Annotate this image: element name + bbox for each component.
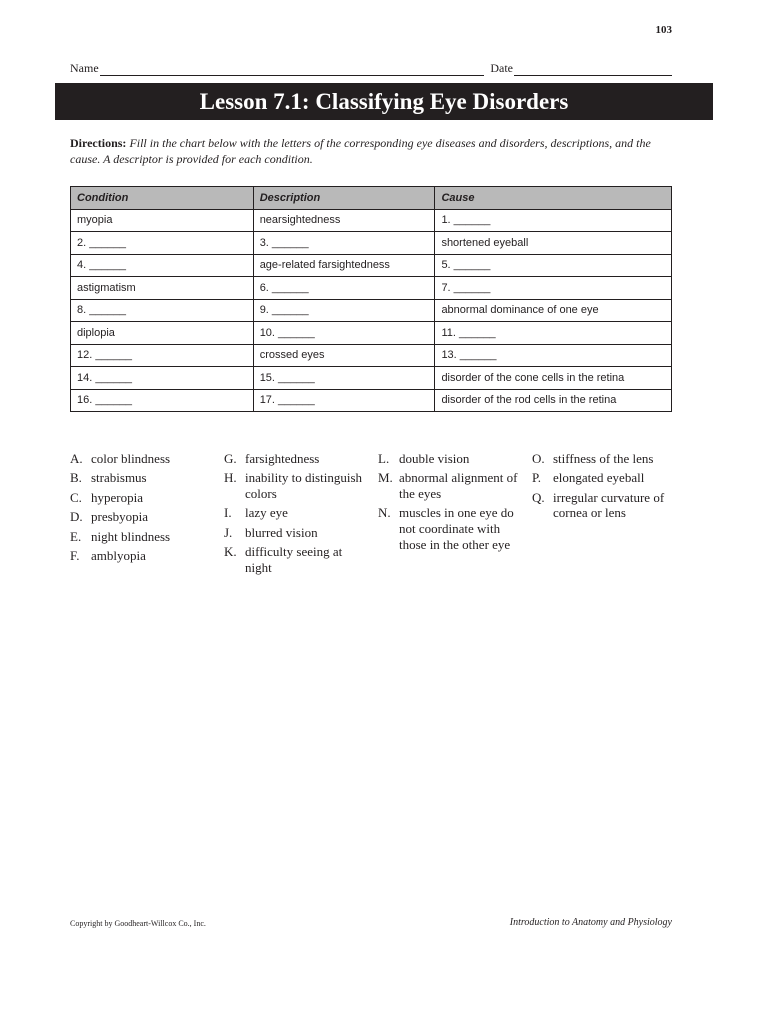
option-letter: O. xyxy=(532,451,545,466)
list-item xyxy=(224,505,369,521)
option-letter: G. xyxy=(224,451,237,466)
directions xyxy=(70,135,674,167)
list-item xyxy=(224,544,369,575)
option-text: irregular curvature of cornea or lens xyxy=(553,489,665,521)
table-row xyxy=(71,254,672,277)
option-letter: N. xyxy=(378,505,391,521)
list-item xyxy=(224,470,369,501)
date-blank-line xyxy=(514,62,672,76)
chart-header-row xyxy=(71,187,672,210)
page-number: 103 xyxy=(655,24,672,36)
cell-condition: diplopia xyxy=(71,322,254,345)
cell-cause: 11. ______ xyxy=(435,322,672,345)
cell-cause: 1. ______ xyxy=(435,209,672,232)
option-text: double vision xyxy=(399,451,470,466)
directions-label: Directions: xyxy=(70,136,127,150)
table-row xyxy=(71,209,672,232)
list-item xyxy=(532,451,677,467)
option-letter: H. xyxy=(224,470,237,486)
list-item xyxy=(378,451,528,467)
cell-cause: 13. ______ xyxy=(435,344,672,367)
cell-condition: 8. ______ xyxy=(71,299,254,322)
cell-cause: abnormal dominance of one eye xyxy=(435,299,672,322)
list-item xyxy=(532,490,677,521)
options-column xyxy=(378,451,528,556)
cell-cause: disorder of the cone cells in the retina xyxy=(435,367,672,390)
name-date-line xyxy=(70,58,672,76)
option-letter: P. xyxy=(532,470,542,486)
option-text: night blindness xyxy=(91,528,171,544)
options-column xyxy=(70,451,215,567)
cell-description: 10. ______ xyxy=(253,322,435,345)
title-bar xyxy=(55,83,713,120)
option-letter: L. xyxy=(378,451,390,466)
cell-condition: astigmatism xyxy=(71,277,254,300)
header-description: Description xyxy=(253,187,435,210)
table-row xyxy=(71,232,672,255)
cell-description: 17. ______ xyxy=(253,389,435,412)
option-text: hyperopia xyxy=(91,489,143,505)
option-text: elongated eyeball xyxy=(553,470,645,486)
cell-description: age-related farsightedness xyxy=(253,254,435,277)
cell-condition: 4. ______ xyxy=(71,254,254,277)
list-item xyxy=(70,509,215,525)
option-letter: B. xyxy=(70,470,82,486)
list-item xyxy=(70,548,215,564)
table-row xyxy=(71,344,672,367)
table-row xyxy=(71,277,672,300)
cell-condition: myopia xyxy=(71,209,254,232)
name-label: Name xyxy=(70,61,99,75)
list-item xyxy=(70,451,215,467)
table-row xyxy=(71,299,672,322)
name-blank-line xyxy=(100,62,485,76)
option-letter: C. xyxy=(70,489,82,505)
table-row xyxy=(71,322,672,345)
list-item xyxy=(378,470,528,501)
option-text: abnormal alignment of the eyes xyxy=(399,470,518,501)
option-text: strabismus xyxy=(91,470,147,486)
book-title: Introduction to Anatomy and Physiology xyxy=(509,917,672,928)
list-item xyxy=(70,470,215,486)
cell-condition: 14. ______ xyxy=(71,367,254,390)
header-cause: Cause xyxy=(435,187,672,210)
eye-disorders-chart xyxy=(70,186,672,412)
options-column xyxy=(224,451,369,579)
cell-cause: 5. ______ xyxy=(435,254,672,277)
option-letter: I. xyxy=(224,505,232,521)
cell-condition: 16. ______ xyxy=(71,389,254,412)
option-text: muscles in one eye do not coordinate with those in the other eye xyxy=(399,505,514,552)
option-letter: Q. xyxy=(532,489,545,505)
cell-description: crossed eyes xyxy=(253,344,435,367)
copyright-notice: Copyright by Goodheart-Willcox Co., Inc. xyxy=(70,919,206,928)
list-item xyxy=(70,490,215,506)
cell-cause: disorder of the rod cells in the retina xyxy=(435,389,672,412)
list-item xyxy=(532,470,677,486)
option-text: inability to distinguish colors xyxy=(245,470,363,501)
option-text: presbyopia xyxy=(91,509,149,525)
option-text: color blindness xyxy=(91,451,171,466)
option-text: farsightedness xyxy=(245,451,320,466)
option-letter: F. xyxy=(70,547,80,563)
lesson-title: Lesson 7.1: Classifying Eye Disorders xyxy=(199,88,569,114)
options-column xyxy=(532,451,677,525)
table-row xyxy=(71,367,672,390)
date-label: Date xyxy=(490,61,513,75)
cell-condition: 2. ______ xyxy=(71,232,254,255)
option-letter: K. xyxy=(224,544,237,560)
option-letter: D. xyxy=(70,509,83,525)
list-item xyxy=(224,525,369,541)
header-condition: Condition xyxy=(71,187,254,210)
option-letter: E. xyxy=(70,528,82,544)
option-text: blurred vision xyxy=(245,524,318,540)
cell-cause: 7. ______ xyxy=(435,277,672,300)
list-item xyxy=(70,529,215,545)
list-item xyxy=(224,451,369,467)
option-letter: A. xyxy=(70,451,83,466)
cell-description: 15. ______ xyxy=(253,367,435,390)
option-text: difficulty seeing at night xyxy=(245,544,343,575)
option-text: amblyopia xyxy=(91,547,146,563)
cell-condition: 12. ______ xyxy=(71,344,254,367)
option-letter: J. xyxy=(224,524,233,540)
cell-cause: shortened eyeball xyxy=(435,232,672,255)
list-item xyxy=(378,505,528,552)
table-row xyxy=(71,389,672,412)
directions-text: Fill in the chart below with the letters of the corresponding eye diseases and disorders, descriptions, and the cause. A descriptor is provided for each condition. xyxy=(70,136,651,166)
cell-description: 3. ______ xyxy=(253,232,435,255)
cell-description: 6. ______ xyxy=(253,277,435,300)
cell-description: nearsightedness xyxy=(253,209,435,232)
cell-description: 9. ______ xyxy=(253,299,435,322)
option-text: stiffness of the lens xyxy=(553,451,654,466)
option-text: lazy eye xyxy=(245,505,288,521)
option-letter: M. xyxy=(378,470,393,486)
